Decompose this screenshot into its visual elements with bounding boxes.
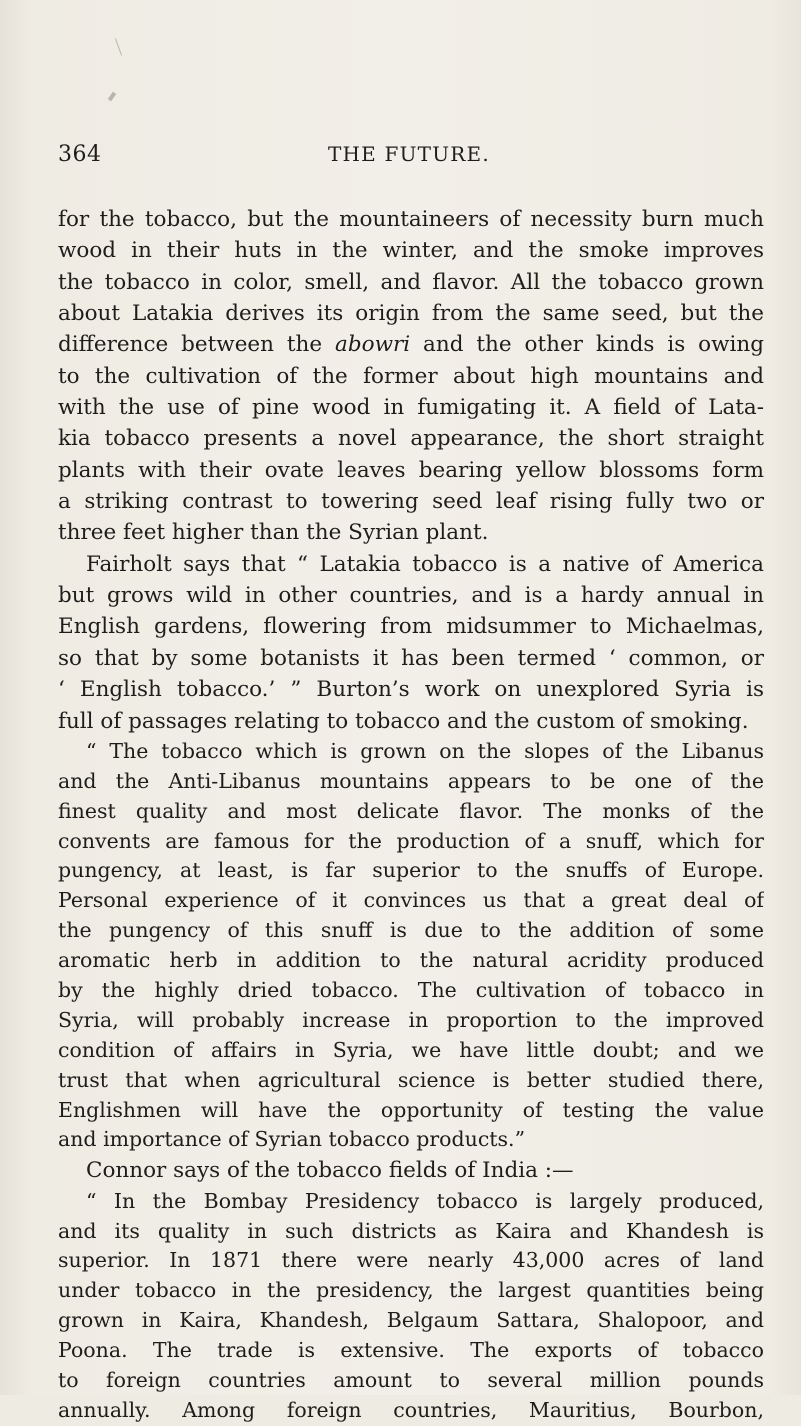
quote-line: Syria, will probably increase in proportion to the improved bbox=[58, 1007, 764, 1032]
text-line: Connor says of the tobacco fields of India :— bbox=[86, 1158, 574, 1184]
quote-line: aromatic herb in addition to the natural acridity produced bbox=[58, 948, 764, 973]
quote-line: and importance of Syrian tobacco products.” bbox=[58, 1127, 526, 1152]
text-line: so that by some botanists it has been termed ‘ common, or bbox=[58, 645, 764, 671]
quote-line: grown in Kaira, Khandesh, Belgaum Sattara, Shalopoor, and bbox=[58, 1308, 764, 1333]
text-line: for the tobacco, but the mountaineers of necessity burn much bbox=[58, 207, 764, 232]
text-line: ‘ English tobacco.’ ” Burton’s work on unexplored Syria is bbox=[58, 677, 764, 703]
quote-line: superior. In 1871 there were nearly 43,000 acres of land bbox=[58, 1248, 764, 1273]
quote-line: annually. Among foreign countries, Mauritius, Bourbon, bbox=[58, 1397, 764, 1422]
text-line: plants with their ovate leaves bearing yellow blossoms form bbox=[58, 457, 764, 483]
quote-line: Englishmen will have the opportunity of testing the value bbox=[58, 1097, 764, 1122]
body-text bbox=[58, 204, 764, 1426]
quote-line: pungency, at least, is far superior to the snuffs of Europe. bbox=[58, 858, 764, 883]
text-line: to the cultivation of the former about high mountains and bbox=[58, 363, 764, 389]
text-line: about Latakia derives its origin from the same seed, but the bbox=[58, 301, 764, 327]
quote-line: finest quality and most delicate flavor. The monks of the bbox=[58, 798, 764, 823]
quote-line: Poona. The trade is extensive. The exports of tobacco bbox=[58, 1338, 764, 1363]
running-title: THE FUTURE. bbox=[328, 142, 490, 166]
quote-line: “ In the Bombay Presidency tobacco is largely produced, bbox=[86, 1188, 764, 1213]
quote-line: the pungency of this snuff is due to the addition of some bbox=[58, 918, 764, 943]
quote-line: and the Anti-Libanus mountains appears to be one of the bbox=[58, 768, 764, 793]
page-number: 364 bbox=[58, 142, 102, 167]
text-line: full of passages relating to tobacco and the custom of smoking. bbox=[58, 708, 749, 734]
italic-word: abowri bbox=[335, 332, 411, 358]
text-line: but grows wild in other countries, and is a hardy annual in bbox=[58, 583, 764, 609]
text-line-with-italic bbox=[58, 329, 764, 360]
text-line: English gardens, flowering from midsummer to Michaelmas, bbox=[58, 614, 764, 640]
quote-line: and its quality in such districts as Kaira and Khandesh is bbox=[58, 1218, 764, 1243]
quote-line: convents are famous for the production of a snuff, which for bbox=[58, 828, 764, 853]
running-header bbox=[0, 142, 801, 172]
quote-line: to foreign countries amount to several million pounds bbox=[58, 1368, 764, 1392]
text-run: difference between the bbox=[58, 332, 336, 358]
text-line: the tobacco in color, smell, and flavor. All the tobacco grown bbox=[58, 269, 764, 295]
quote-line: condition of affairs in Syria, we have little doubt; and we bbox=[58, 1037, 764, 1062]
text-run: and the other kinds is owing bbox=[410, 332, 764, 358]
quote-line: under tobacco in the presidency, the largest quantities being bbox=[58, 1278, 764, 1303]
text-line: with the use of pine wood in fumigating it. A field of Lata- bbox=[58, 395, 764, 421]
quote-line: “ The tobacco which is grown on the slopes of the Libanus bbox=[86, 738, 764, 763]
text-line: Fairholt says that “ Latakia tobacco is a native of America bbox=[86, 551, 764, 577]
quote-line: by the highly dried tobacco. The cultivation of tobacco in bbox=[58, 977, 764, 1002]
text-line: wood in their huts in the winter, and the smoke improves bbox=[58, 238, 764, 264]
text-line: three feet higher than the Syrian plant. bbox=[58, 520, 489, 546]
text-line: a striking contrast to towering seed leaf rising fully two or bbox=[58, 489, 764, 515]
quote-line: trust that when agricultural science is better studied there, bbox=[58, 1067, 764, 1092]
quote-line: Personal experience of it convinces us that a great deal of bbox=[58, 888, 764, 913]
text-line: kia tobacco presents a novel appearance, the short straight bbox=[58, 426, 764, 452]
